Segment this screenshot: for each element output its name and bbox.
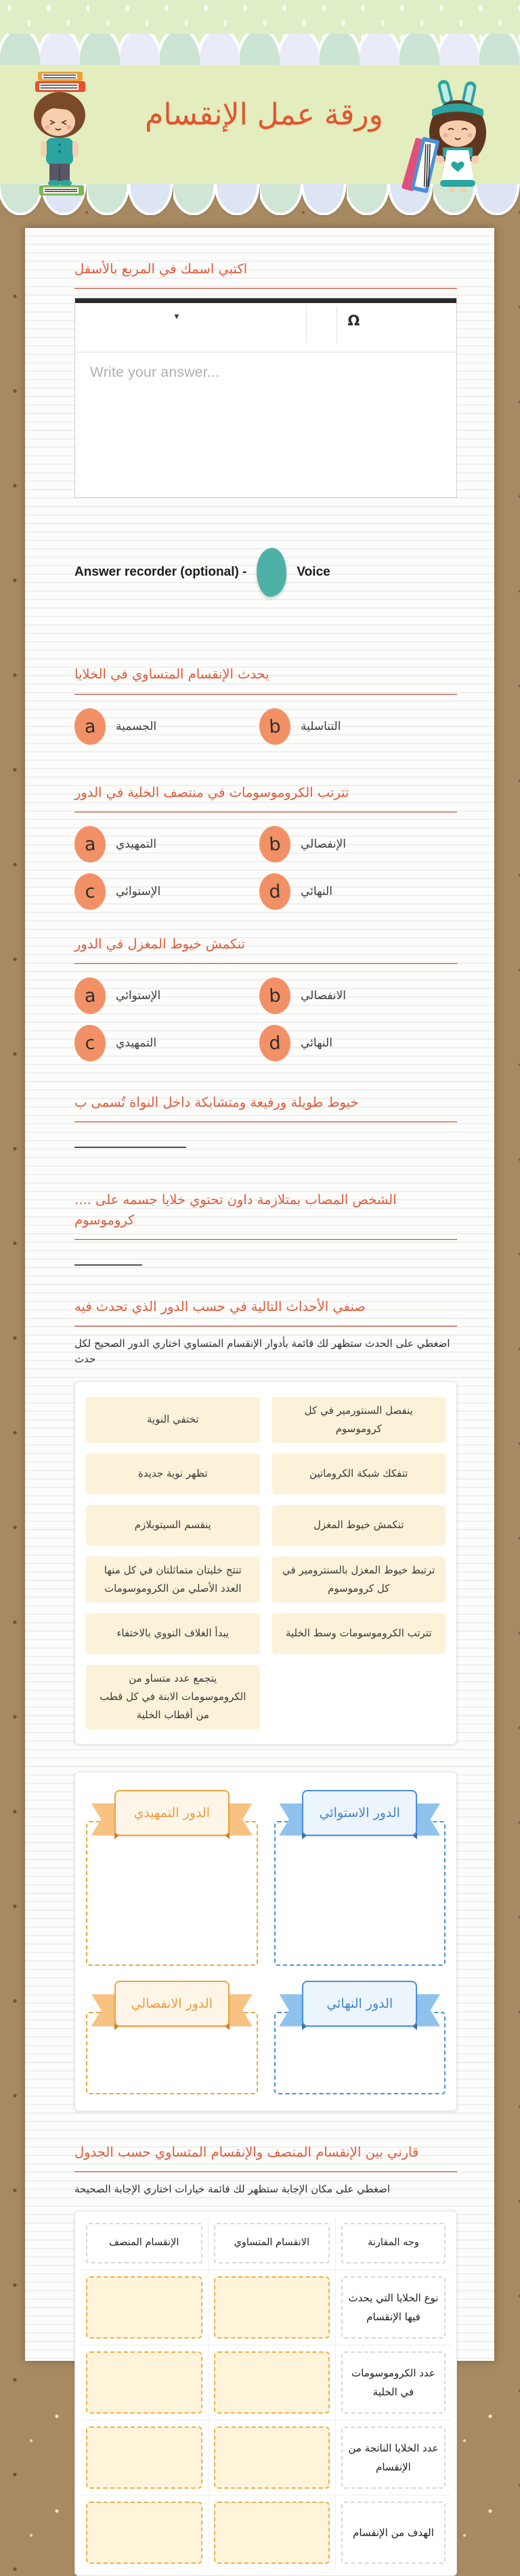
option-label: الجسمية [116,720,156,733]
mcq-option[interactable] [259,825,457,864]
question-mcq-1 [74,664,457,745]
phase-zone-metaphase [274,1790,446,1966]
heading-underline [74,1325,457,1327]
voice-record-button[interactable] [257,548,286,597]
row-label: الهدف من الإنقسام [341,2502,446,2564]
worksheet-paper [25,228,494,2361]
heading-underline [74,811,457,812]
question-heading: قارني بين الإنقسام المنصف والإنقسام المتساوي حسب الجدول [74,2142,457,2162]
mcq-option[interactable] [74,872,259,911]
mcq-option[interactable] [259,707,457,746]
option-letter-badge[interactable]: b [259,825,292,863]
option-letter-badge[interactable]: b [259,977,292,1015]
event-button[interactable]: تختفي النوية [86,1397,260,1443]
column-header-mitosis: الانقسام المتساوي [214,2223,330,2263]
heading-underline [74,693,457,695]
heading-underline [74,288,457,289]
mcq-option[interactable] [74,707,259,746]
option-label: الإستوائي [116,989,160,1003]
event-button[interactable]: تظهر نوية جديدة [86,1454,260,1494]
answer-dropdown-slot[interactable] [214,2426,330,2489]
option-label: الإستوائي [116,885,160,898]
mcq-option[interactable] [259,1024,457,1063]
empty-grid-slot [272,1665,446,1729]
answer-dropdown-slot[interactable] [86,2351,202,2414]
mcq-option[interactable] [74,976,259,1015]
mcq-option[interactable] [74,825,259,864]
header-arch-garland [0,34,520,65]
heading-underline [74,2171,457,2172]
question-heading: يحدث الإنقسام المتساوي في الخلايا [74,664,457,684]
heading-underline [74,1121,457,1122]
worksheet-header [0,0,520,215]
phase-ribbon-banner [91,1790,253,1847]
event-button[interactable]: ينقسم السيتوبلازم [86,1505,260,1546]
phase-ribbon-banner [279,1981,440,2038]
answer-dropdown-slot[interactable] [214,2502,330,2564]
editor-topbar [75,298,456,303]
phase-label: الدور الانفصالي [114,1981,230,2027]
option-label: النهائي [301,885,332,898]
heading-underline [74,1239,457,1240]
blank-answer-line[interactable] [74,1145,186,1148]
mcq-option[interactable] [259,976,457,1015]
heading-underline [74,963,457,964]
comparison-table-card [74,2211,457,2576]
blank-answer-line[interactable] [74,1263,142,1266]
phases-card [74,1772,457,2111]
answer-dropdown-slot[interactable] [86,2276,202,2339]
column-header-meiosis: الإنقسام المنصف [86,2223,202,2263]
option-letter-badge[interactable]: d [259,1024,292,1062]
option-letter-badge[interactable]: c [74,1024,107,1062]
question-compare-table [74,2142,457,2576]
phase-zone-anaphase [86,1981,258,2094]
mcq-option[interactable] [74,1024,259,1063]
question-fill-blank-2 [74,1190,457,1266]
question-instruction: اضغطي على مكان الإجابة ستظهر لك قائمة خيارات اختاري الإجابة الصحيحة [74,2182,457,2197]
option-label: الانفصالي [301,989,346,1003]
question-heading: الشخص المصاب بمتلازمة داون تحتوي خلايا جسمه على .... كروموسوم [74,1190,457,1230]
option-label: الإنفصالي [301,837,346,851]
events-card [74,1381,457,1745]
question-fill-blank-1 [74,1092,457,1148]
question-heading: تترتب الكروموسومات في منتصف الخلية في الدور [74,783,457,802]
answer-recorder-row [74,548,457,597]
question-name [74,259,457,498]
question-instruction: اضغطي على الحدث ستظهر لك قائمة بأدوار الإنقسام المتساوي اختاري الدور الصحيح لكل حدث [74,1336,457,1368]
event-button[interactable]: ينفصل السنتورمير في كل كروموسوم [272,1397,446,1443]
mcq-option[interactable] [259,872,457,911]
answer-dropdown-slot[interactable] [214,2276,330,2339]
option-label: النهائي [301,1036,332,1050]
event-button[interactable]: تنكمش خيوط المغزل [272,1505,446,1546]
phase-label: الدور النهائي [302,1981,417,2027]
omega-special-char-icon[interactable]: Ω [348,313,360,329]
option-label: التمهيدي [116,837,156,851]
voice-label: Voice [297,565,330,580]
phase-label: الدور الاستوائي [302,1790,417,1836]
option-letter-badge[interactable]: a [74,977,107,1015]
question-heading: تنكمش خيوط المغزل في الدور [74,934,457,954]
event-button[interactable]: تترتب الكروموسومات وسط الخلية [272,1613,446,1654]
event-button[interactable]: ترتبط خيوط المغزل بالسنترومير في كل كروموسوم [272,1557,446,1603]
option-letter-badge[interactable]: d [259,873,292,911]
phase-ribbon-banner [91,1981,253,2038]
phase-zone-prophase [86,1790,258,1966]
answer-recorder-label: Answer recorder (optional) - [74,565,246,580]
phase-label: الدور التمهيدي [114,1790,230,1836]
question-mcq-3 [74,934,457,1063]
event-button[interactable]: تتفكك شبكة الكروماتين [272,1454,446,1494]
answer-dropdown-slot[interactable] [86,2502,202,2564]
event-button[interactable]: يبدأ الغلاف النووي بالاختفاء [86,1613,260,1654]
event-button[interactable]: يتجمع عدد متساو من الكروموسومات الابنة في كل قطب من أقطاب الخلية [86,1665,260,1729]
question-classify-events [74,1297,457,1745]
girl-character-illustration [398,80,500,192]
option-letter-badge[interactable]: c [74,873,107,911]
answer-text-input[interactable]: Write your answer... [75,352,456,497]
rich-text-editor [74,298,457,498]
answer-dropdown-slot[interactable] [86,2426,202,2489]
row-label: عدد الكروموسومات في الخلية [341,2351,446,2414]
page-title: ورقة عمل الإنقسام [135,95,393,135]
boy-character-illustration [19,72,93,204]
option-label: التمهيدي [116,1036,156,1050]
row-label: عدد الخلايا الناتجة من الإنقسام [341,2426,446,2489]
option-label: التناسلية [301,720,341,733]
question-mcq-2 [74,783,457,911]
option-letter-badge[interactable]: a [74,707,107,745]
question-heading: خيوط طويلة ورفيعة ومتشابكة داخل النواة تُسمى ب [74,1092,457,1112]
question-heading: اكتبي اسمك في المربع بالأسفل [74,259,457,279]
phase-zone-telophase [274,1981,446,2094]
option-letter-badge[interactable]: a [74,825,107,863]
question-heading: صنفي الأحداث التالية في حسب الدور الذي تحدث فيه [74,1297,457,1316]
toolbar-separator [306,306,307,344]
option-letter-badge[interactable]: b [259,707,292,745]
chevron-down-icon[interactable]: ▾ [174,311,179,322]
phase-ribbon-banner [279,1790,440,1847]
row-label: نوع الخلايا التي يحدث فيها الإنقسام [341,2276,446,2339]
editor-toolbar [75,303,456,352]
answer-dropdown-slot[interactable] [214,2351,330,2414]
event-button[interactable]: تنتج خليتان متماثلتان في كل منها العدد الأصلي من الكروموسومات [86,1557,260,1603]
column-header-aspect: وجه المقارنة [341,2223,446,2263]
comparison-table [81,2217,451,2570]
